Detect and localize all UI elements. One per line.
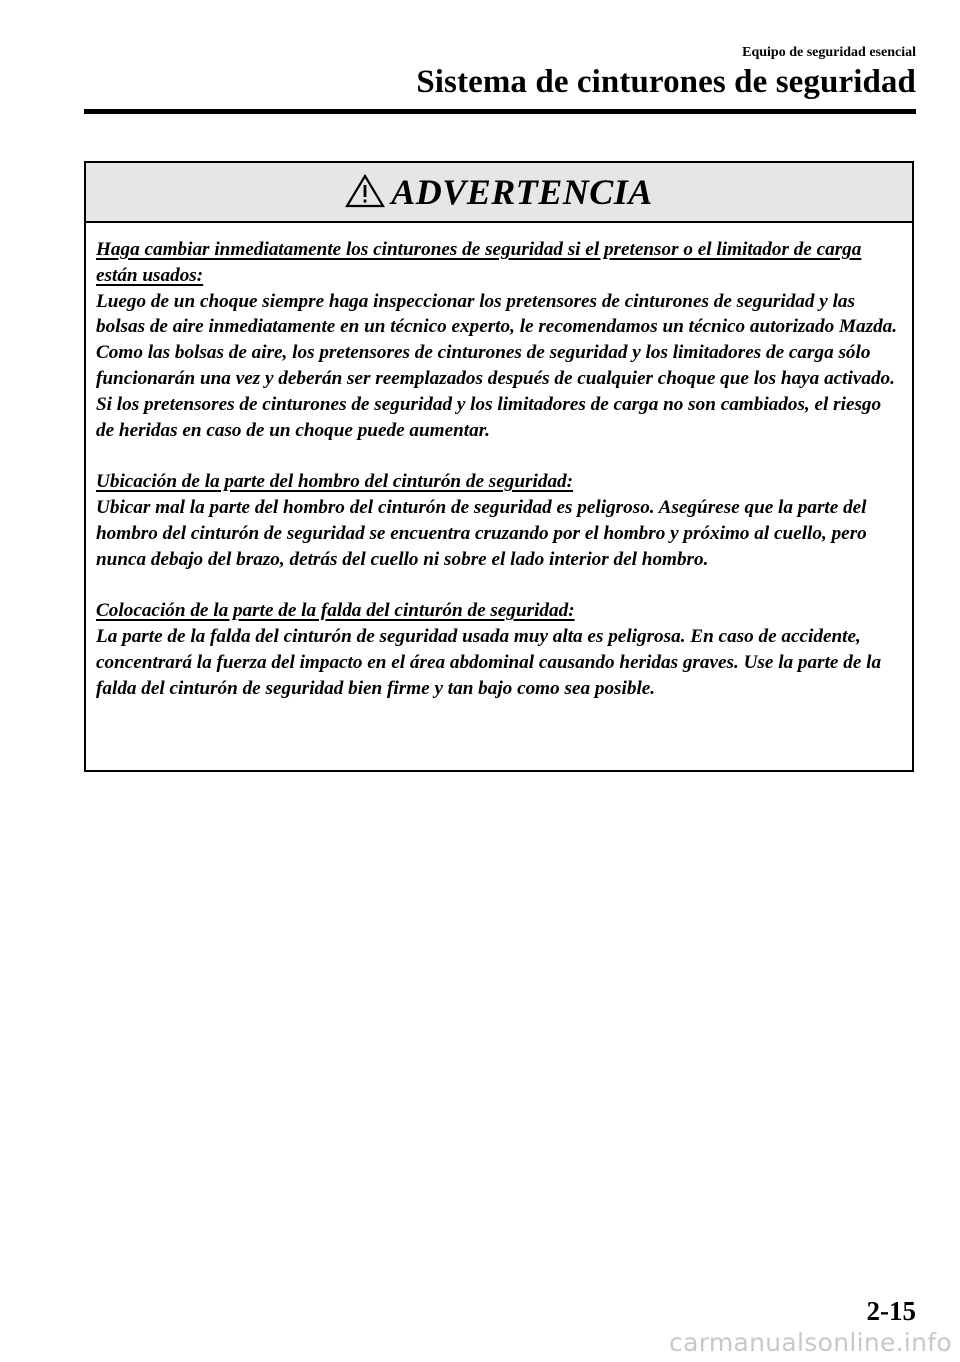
page-header [84,44,916,100]
warning-box [84,161,914,772]
warning-block-heading: Colocación de la parte de la falda del cinturón de seguridad: [96,600,575,622]
warning-header [86,163,912,223]
page-number: 2-15 [866,1296,916,1326]
watermark: carmanualsonline.info [669,1328,952,1357]
warning-block-heading: Ubicación de la parte del hombro del cinturón de seguridad: [96,471,574,493]
warning-block-text: Luego de un choque siempre haga inspeccionar los pretensores de cinturones de seguridad y las bolsas de aire inmediatamente en un técnico experto, le recomendamos un técnico autorizado Mazda. Como las bolsas de aire, los pretensores de cinturones de seguridad y los limitadores de carga sólo funcionarán una vez y deberán ser reemplazados después de cualquier choque que los haya activado. Si los pretensores de cinturones de seguridad y los limitadores de carga no son cambiados, el riesgo de heridas en caso de un choque puede aumentar. [96,290,898,441]
warning-label: ADVERTENCIA [391,172,653,212]
warning-block-heading: Haga cambiar inmediatamente los cinturones de seguridad si el pretensor o el limitador de carga están usados: [96,239,862,286]
warning-block [96,469,902,572]
warning-block [96,237,902,443]
warning-block [96,598,902,701]
warning-block-text: Ubicar mal la parte del hombro del cinturón de seguridad es peligroso. Asegúrese que la parte del hombro del cinturón de seguridad se encuentra cruzando por el hombro y próximo al cuello, pero nunca debajo del brazo, detrás del cuello ni sobre el lado interior del hombro. [96,496,867,570]
header-divider [84,109,916,114]
warning-body [86,223,912,701]
section-title: Equipo de seguridad esencial [742,45,916,60]
warning-triangle-icon [345,174,385,208]
page-title: Sistema de cinturones de seguridad [416,64,916,100]
warning-block-text: La parte de la falda del cinturón de seguridad usada muy alta es peligrosa. En caso de accidente, concentrará la fuerza del impacto en el área abdominal causando heridas graves. Use la parte de la falda del cinturón de seguridad bien firme y tan bajo como sea posible. [96,625,882,699]
